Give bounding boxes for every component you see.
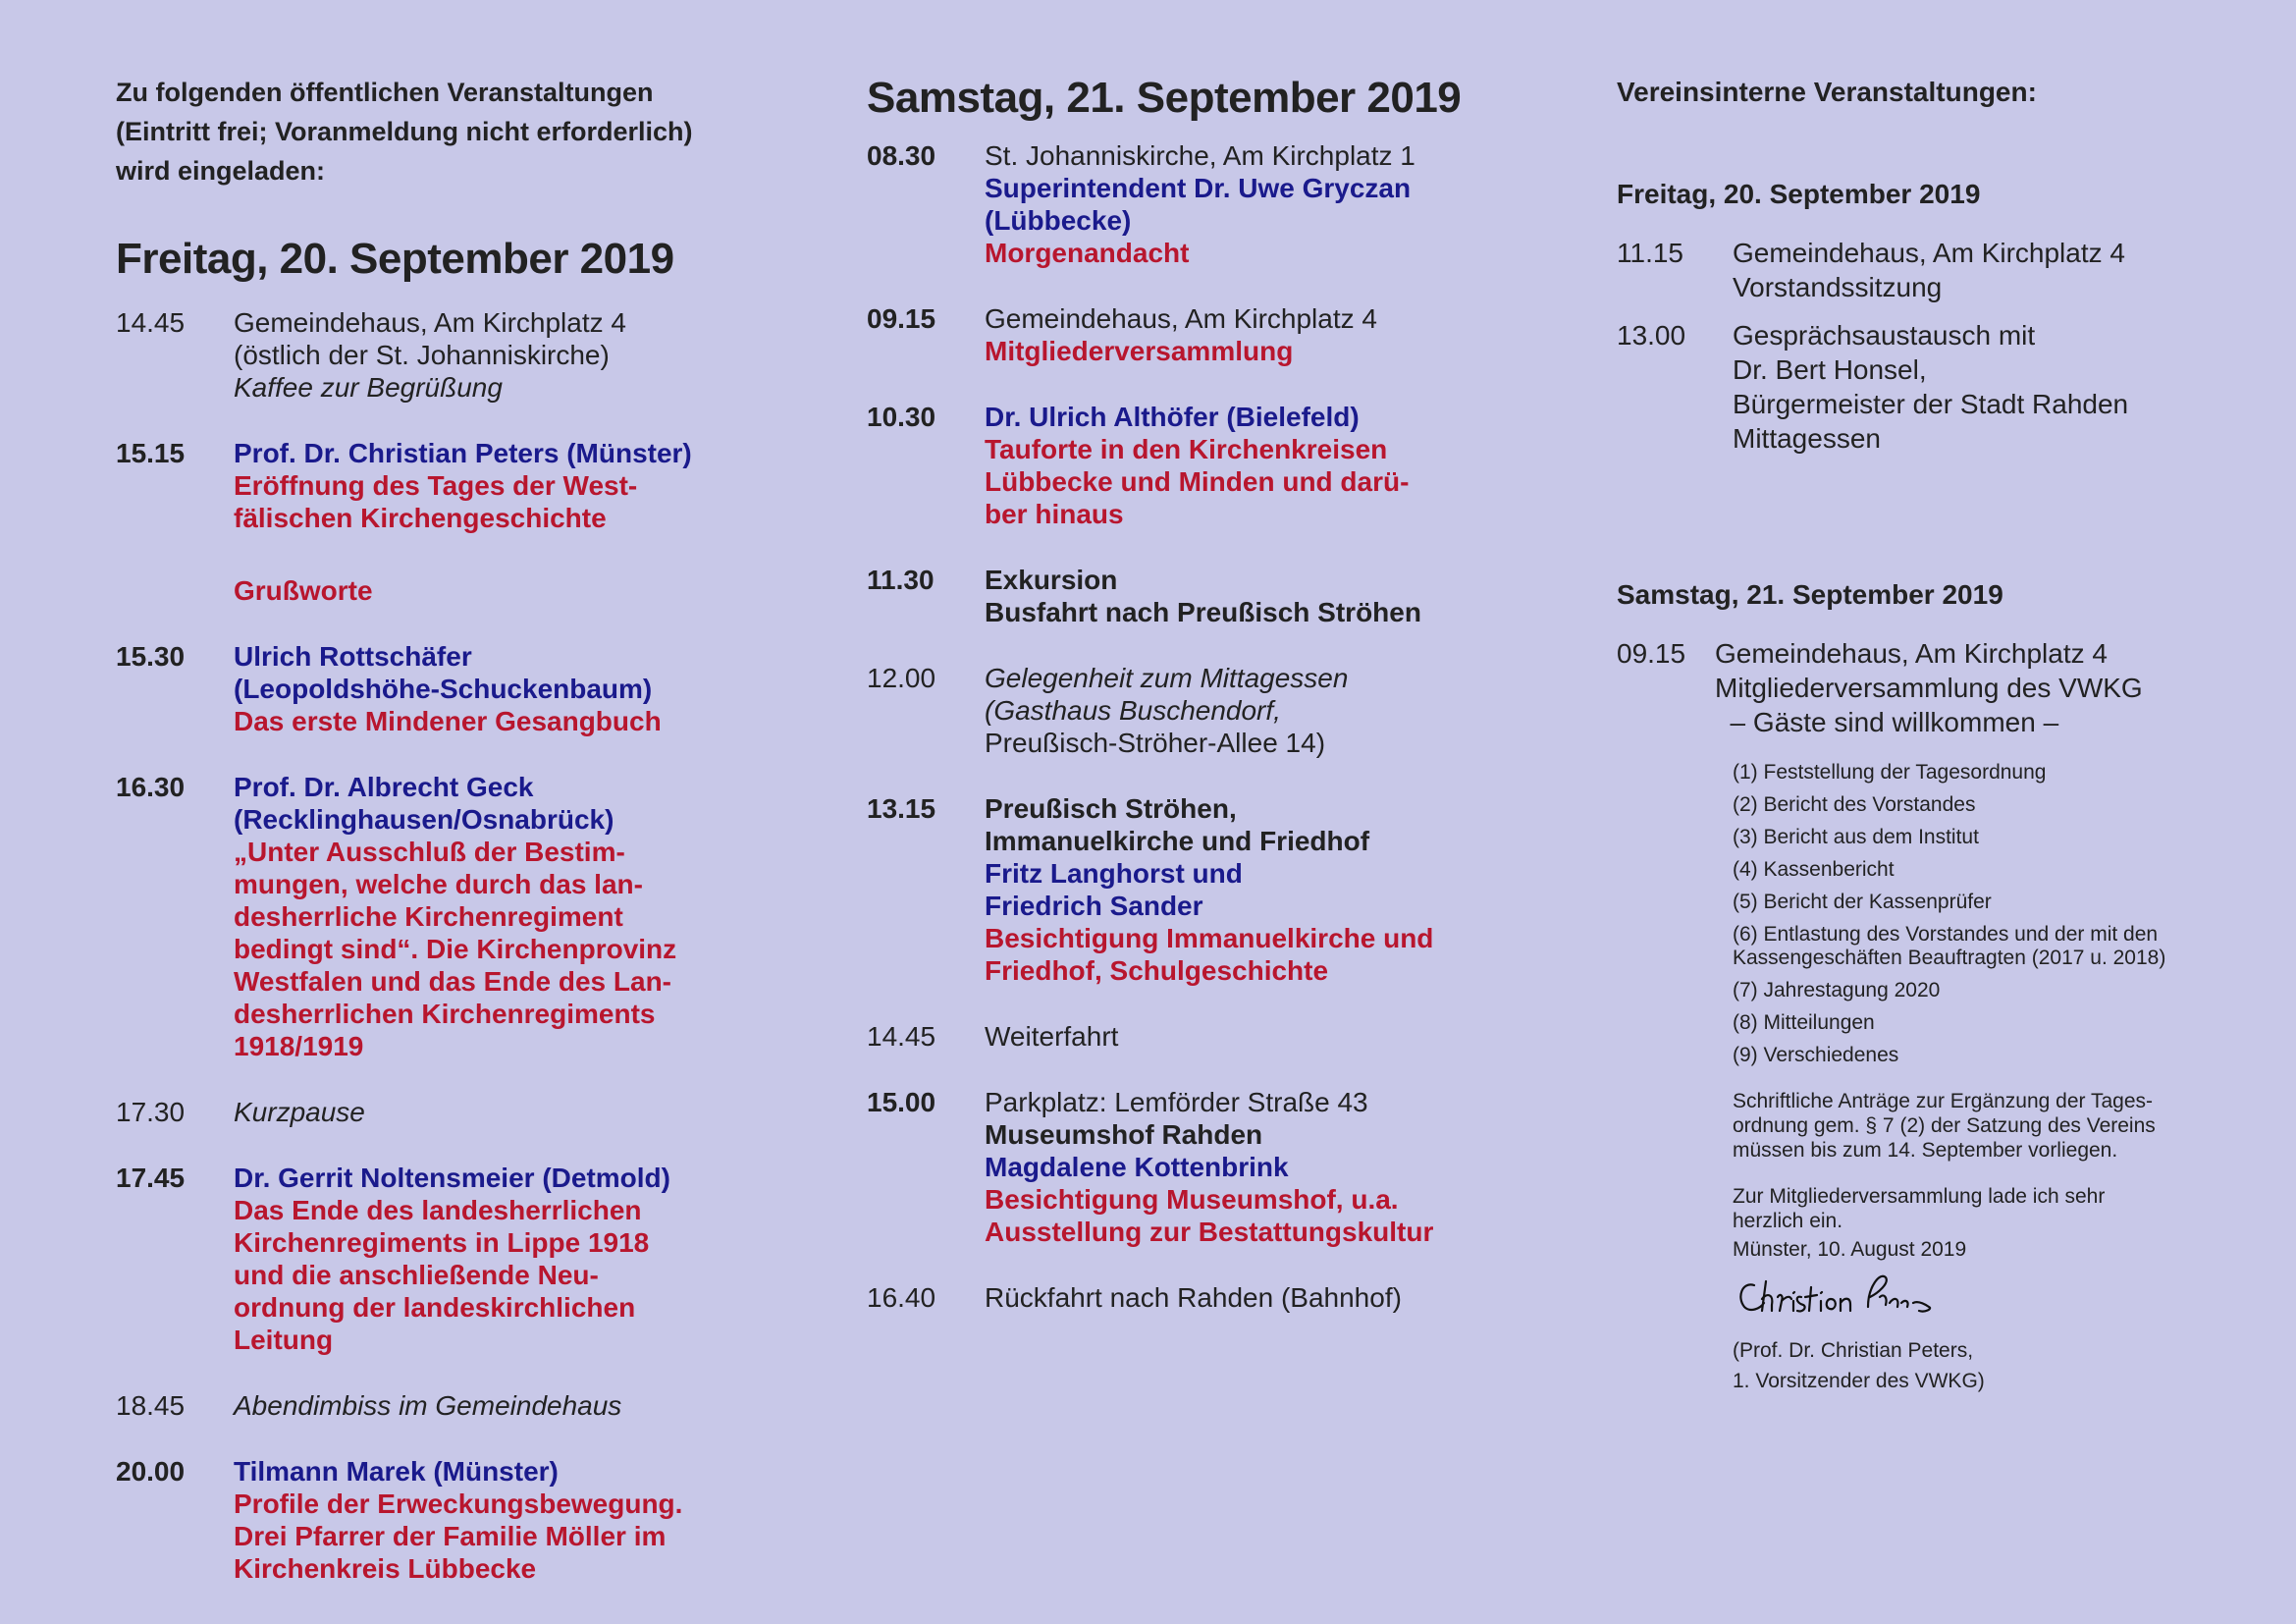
event-body bbox=[234, 437, 744, 607]
event-body bbox=[234, 1162, 744, 1356]
event-line: Besichtigung Museumshof, u.a. bbox=[985, 1184, 1399, 1215]
event-body bbox=[985, 792, 1495, 987]
event-body bbox=[234, 640, 744, 737]
event-time: 20.00 bbox=[116, 1456, 186, 1487]
day-heading-saturday: Samstag, 21. September 2019 bbox=[867, 74, 1462, 122]
signature bbox=[1733, 1268, 2245, 1331]
event-line: Gemeindehaus, Am Kirchplatz 4 bbox=[1715, 638, 2108, 669]
column-saturday-public bbox=[867, 69, 1495, 1314]
event-line: Prof. Dr. Albrecht Geck bbox=[234, 772, 534, 802]
event-body bbox=[985, 139, 1495, 269]
event-line: ordnung der landeskirchlichen bbox=[234, 1292, 636, 1323]
event-line: (östlich der St. Johanniskirche) bbox=[234, 340, 610, 370]
event-row bbox=[116, 1455, 744, 1585]
intro-line: wird eingeladen: bbox=[116, 156, 326, 186]
agenda-item: (4) Kassenbericht bbox=[1733, 858, 1895, 881]
signer-line: (Prof. Dr. Christian Peters, bbox=[1733, 1339, 1974, 1362]
event-line: Friedrich Sander bbox=[985, 891, 1203, 921]
day-heading-friday-internal: Freitag, 20. September 2019 bbox=[1617, 179, 1981, 209]
event-line: Besichtigung Immanuelkirche und bbox=[985, 923, 1434, 953]
event-line: Abendimbiss im Gemeindehaus bbox=[234, 1390, 622, 1421]
event-line: „Unter Ausschluß der Bestim- bbox=[234, 837, 625, 867]
agenda-list bbox=[1733, 761, 2245, 1067]
event-body bbox=[985, 401, 1495, 530]
note-line: Zur Mitgliederversammlung lade ich sehr bbox=[1733, 1185, 2106, 1208]
event-line: ber hinaus bbox=[985, 499, 1124, 529]
note-line: müssen bis zum 14. September vorliegen. bbox=[1733, 1139, 2118, 1162]
event-line: Parkplatz: Lemförder Straße 43 bbox=[985, 1087, 1368, 1117]
event-line: Preußisch Ströhen, bbox=[985, 793, 1237, 824]
signer-line: 1. Vorsitzender des VWKG) bbox=[1733, 1370, 1985, 1392]
intro-line: (Eintritt frei; Voranmeldung nicht erforderlich) bbox=[116, 117, 693, 146]
invitation-note bbox=[1733, 1184, 2245, 1262]
place-date: Münster, 10. August 2019 bbox=[1733, 1238, 1967, 1261]
event-list bbox=[867, 139, 1495, 1314]
signer-info bbox=[1733, 1335, 2245, 1396]
event-row bbox=[116, 1162, 744, 1356]
event-time: 10.30 bbox=[867, 402, 936, 432]
agenda-item: (5) Bericht der Kassenprüfer bbox=[1733, 891, 1992, 913]
event-line: (Leopoldshöhe-Schuckenbaum) bbox=[234, 674, 653, 704]
event-line: Preußisch-Ströher-Allee 14) bbox=[985, 728, 1326, 758]
event-line: mungen, welche durch das lan- bbox=[234, 869, 643, 899]
event-time: 17.45 bbox=[116, 1163, 186, 1193]
motion-note bbox=[1733, 1089, 2245, 1163]
event-row bbox=[867, 1281, 1495, 1314]
event-time: 13.15 bbox=[867, 793, 936, 824]
event-line: Dr. Ulrich Althöfer (Bielefeld) bbox=[985, 402, 1360, 432]
event-line: Morgenandacht bbox=[985, 238, 1190, 268]
event-line: (Recklinghausen/Osnabrück) bbox=[234, 804, 614, 835]
event-line: Friedhof, Schulgeschichte bbox=[985, 955, 1329, 986]
event-line: fälischen Kirchengeschichte bbox=[234, 503, 607, 533]
event-time: 18.45 bbox=[116, 1390, 186, 1421]
event-line: Gesprächsaustausch mit bbox=[1733, 320, 2036, 351]
intro-line: Zu folgenden öffentlichen Veranstaltungen bbox=[116, 78, 654, 107]
event-line: 1918/1919 bbox=[234, 1031, 364, 1061]
event-time: 11.15 bbox=[1617, 238, 1683, 268]
event-line: Gemeindehaus, Am Kirchplatz 4 bbox=[1733, 238, 2125, 268]
event-time: 14.45 bbox=[116, 307, 186, 338]
event-time: 15.00 bbox=[867, 1087, 936, 1117]
event-line: Busfahrt nach Preußisch Ströhen bbox=[985, 597, 1421, 627]
event-line: Kurzpause bbox=[234, 1097, 365, 1127]
event-line: Museumshof Rahden bbox=[985, 1119, 1263, 1150]
event-body bbox=[234, 306, 744, 404]
event-line: Mitgliederversammlung bbox=[985, 336, 1294, 366]
event-time: 14.45 bbox=[867, 1021, 936, 1052]
event-line: Immanuelkirche und Friedhof bbox=[985, 826, 1370, 856]
event-row bbox=[116, 306, 744, 404]
note-line: herzlich ein. bbox=[1733, 1210, 1843, 1232]
event-body bbox=[985, 1020, 1495, 1053]
day-heading-saturday-internal: Samstag, 21. September 2019 bbox=[1617, 579, 2003, 610]
event-line: Das Ende des landesherrlichen bbox=[234, 1195, 642, 1225]
agenda-item: (9) Verschiedenes bbox=[1733, 1044, 1899, 1066]
event-line: Mitgliederversammlung des VWKG bbox=[1715, 673, 2143, 703]
event-list bbox=[116, 306, 744, 1585]
event-line: und die anschließende Neu- bbox=[234, 1260, 599, 1290]
event-row bbox=[116, 1389, 744, 1422]
agenda-item: (8) Mitteilungen bbox=[1733, 1011, 1875, 1034]
event-time: 17.30 bbox=[116, 1097, 186, 1127]
event-line: Prof. Dr. Christian Peters (Münster) bbox=[234, 438, 692, 468]
event-time: 09.15 bbox=[1617, 638, 1686, 669]
event-row bbox=[867, 1086, 1495, 1248]
event-line: Westfalen und das Ende des Lan- bbox=[234, 966, 672, 997]
event-row bbox=[867, 1020, 1495, 1053]
event-body bbox=[985, 1281, 1495, 1314]
note-line: Schriftliche Anträge zur Ergänzung der Tages- bbox=[1733, 1090, 2154, 1112]
column-friday-public bbox=[116, 73, 744, 1585]
event-row bbox=[867, 564, 1495, 628]
agenda-item: (3) Bericht aus dem Institut bbox=[1733, 826, 1979, 848]
event-line: Vorstandssitzung bbox=[1733, 272, 1943, 302]
event-body bbox=[234, 1096, 744, 1128]
event-body bbox=[985, 662, 1495, 759]
column-internal-events bbox=[1617, 73, 2245, 1396]
event-time: 11.30 bbox=[867, 565, 934, 595]
event-time: 16.40 bbox=[867, 1282, 936, 1313]
event-line: Ausstellung zur Bestattungskultur bbox=[985, 1217, 1434, 1247]
event-line: Mittagessen bbox=[1733, 423, 1881, 454]
event-body bbox=[234, 1455, 744, 1585]
event-line: Das erste Mindener Gesangbuch bbox=[234, 706, 662, 736]
agenda-item: (2) Bericht des Vorstandes bbox=[1733, 793, 1976, 816]
note-line: ordnung gem. § 7 (2) der Satzung des Vereins bbox=[1733, 1114, 2156, 1137]
event-time: 15.15 bbox=[116, 438, 186, 468]
event-line: Superintendent Dr. Uwe Gryczan bbox=[985, 173, 1412, 203]
event-line: Kaffee zur Begrüßung bbox=[234, 372, 503, 403]
event-row bbox=[867, 302, 1495, 367]
event-row bbox=[867, 139, 1495, 269]
internal-event bbox=[1617, 636, 2245, 739]
event-row bbox=[867, 792, 1495, 987]
event-line: Dr. Bert Honsel, bbox=[1733, 354, 1927, 385]
event-line: Bürgermeister der Stadt Rahden bbox=[1733, 389, 2129, 419]
event-time: 15.30 bbox=[116, 641, 186, 672]
agenda-item: (1) Feststellung der Tagesordnung bbox=[1733, 761, 2047, 784]
event-line: desherrliche Kirchenregiment bbox=[234, 901, 623, 932]
event-row bbox=[867, 401, 1495, 530]
event-line: Leitung bbox=[234, 1325, 334, 1355]
event-body bbox=[234, 771, 744, 1062]
internal-title: Vereinsinterne Veranstaltungen: bbox=[1617, 77, 2037, 107]
event-row bbox=[116, 1096, 744, 1128]
event-time: 12.00 bbox=[867, 663, 936, 693]
event-line: Gelegenheit zum Mittagessen bbox=[985, 663, 1349, 693]
event-line: (Lübbecke) bbox=[985, 205, 1132, 236]
event-line: bedingt sind“. Die Kirchenprovinz bbox=[234, 934, 677, 964]
internal-event bbox=[1617, 236, 2245, 304]
event-line: Kirchenregiments in Lippe 1918 bbox=[234, 1227, 650, 1258]
event-line: Profile der Erweckungsbewegung. bbox=[234, 1489, 683, 1519]
event-line: Tauforte in den Kirchenkreisen bbox=[985, 434, 1388, 464]
agenda-item: (6) Entlastung des Vorstandes und der mit den Kassengeschäften Beauftragten (2017 u. 2018) bbox=[1733, 923, 2166, 969]
day-heading-friday: Freitag, 20. September 2019 bbox=[116, 235, 674, 283]
event-line: Magdalene Kottenbrink bbox=[985, 1152, 1289, 1182]
event-line: Ulrich Rottschäfer bbox=[234, 641, 472, 672]
event-row bbox=[116, 640, 744, 737]
event-line: St. Johanniskirche, Am Kirchplatz 1 bbox=[985, 140, 1415, 171]
event-line: Tilmann Marek (Münster) bbox=[234, 1456, 559, 1487]
event-row bbox=[116, 437, 744, 607]
event-body bbox=[985, 564, 1495, 628]
event-line: Exkursion bbox=[985, 565, 1118, 595]
event-time: 08.30 bbox=[867, 140, 936, 171]
event-line: Rückfahrt nach Rahden (Bahnhof) bbox=[985, 1282, 1402, 1313]
event-body bbox=[234, 1389, 744, 1422]
event-line: desherrlichen Kirchenregiments bbox=[234, 999, 656, 1029]
internal-event bbox=[1617, 318, 2245, 456]
event-line: Grußworte bbox=[234, 575, 373, 606]
event-line: Dr. Gerrit Noltensmeier (Detmold) bbox=[234, 1163, 670, 1193]
event-time: 16.30 bbox=[116, 772, 186, 802]
event-line: Drei Pfarrer der Familie Möller im bbox=[234, 1521, 667, 1551]
event-line bbox=[234, 534, 744, 567]
event-line: Fritz Langhorst und bbox=[985, 858, 1243, 889]
event-line: Weiterfahrt bbox=[985, 1021, 1119, 1052]
event-line: Lübbecke und Minden und darü- bbox=[985, 466, 1410, 497]
event-line: Kirchenkreis Lübbecke bbox=[234, 1553, 537, 1584]
event-time: 09.15 bbox=[867, 303, 936, 334]
event-line: Eröffnung des Tages der West- bbox=[234, 470, 638, 501]
event-row bbox=[116, 771, 744, 1062]
agenda-item: (7) Jahrestagung 2020 bbox=[1733, 979, 1941, 1001]
event-time: 13.00 bbox=[1617, 320, 1686, 351]
event-line: Gemeindehaus, Am Kirchplatz 4 bbox=[985, 303, 1377, 334]
event-body bbox=[985, 1086, 1495, 1248]
event-line: Gemeindehaus, Am Kirchplatz 4 bbox=[234, 307, 626, 338]
event-line: – Gäste sind willkommen – bbox=[1715, 707, 2059, 737]
intro-text bbox=[116, 73, 744, 190]
event-row bbox=[867, 662, 1495, 759]
event-body bbox=[985, 302, 1495, 367]
event-line: (Gasthaus Buschendorf, bbox=[985, 695, 1281, 726]
signature-graphic bbox=[1733, 1268, 1968, 1326]
